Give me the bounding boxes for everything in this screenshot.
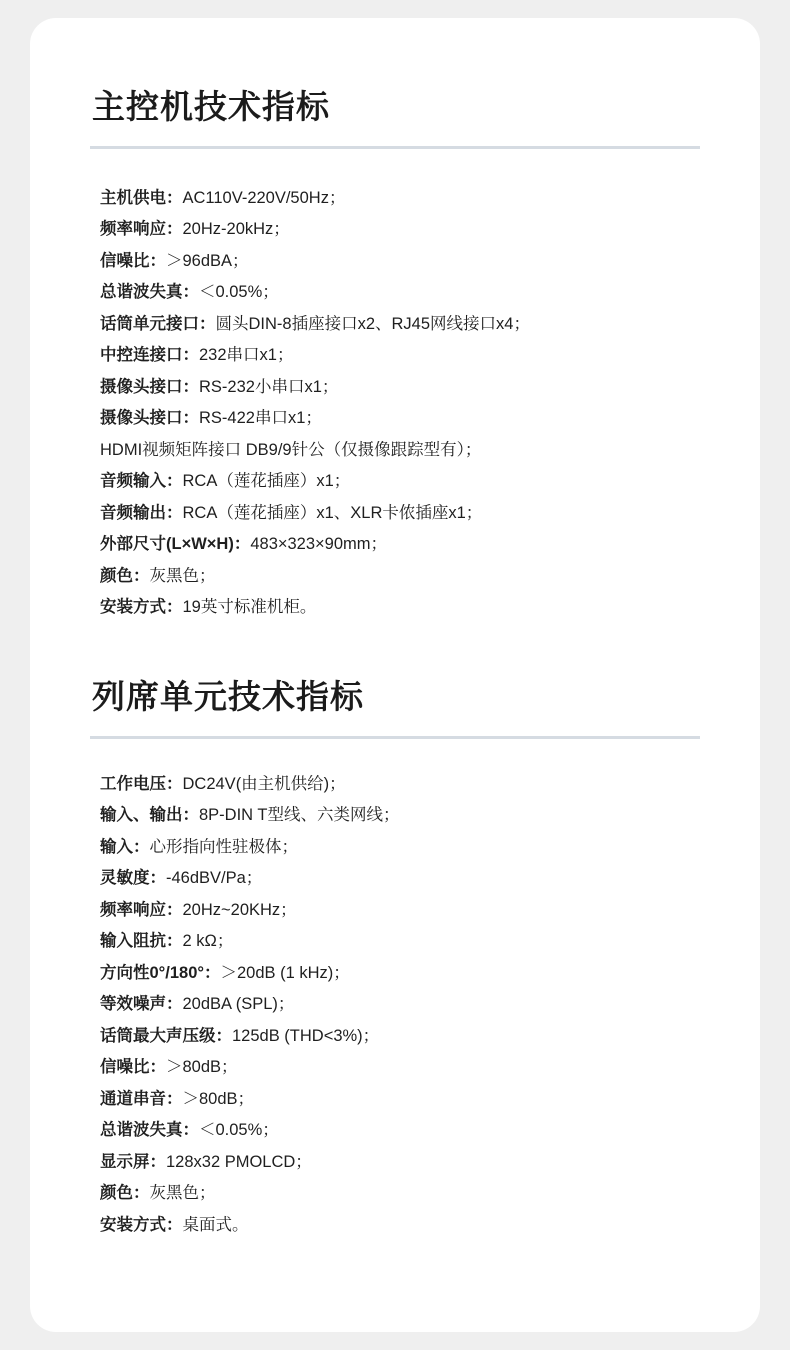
spec-label: 输入： xyxy=(100,837,150,856)
section-delegate-unit-spec xyxy=(90,678,700,1241)
spec-label: 摄像头接口： xyxy=(100,409,199,428)
section-spacer xyxy=(90,624,700,678)
spec-row xyxy=(100,1147,700,1179)
spec-row xyxy=(100,340,700,372)
spec-label: 输入、输出： xyxy=(100,806,199,825)
spec-value: DC24V(由主机供给)； xyxy=(182,774,346,793)
spec-row xyxy=(100,183,700,215)
spec-label: 话筒最大声压级： xyxy=(100,1026,232,1045)
spec-row xyxy=(100,498,700,530)
spec-label: 颜色： xyxy=(100,566,150,585)
spec-row xyxy=(100,246,700,278)
title-divider xyxy=(90,736,700,739)
spec-sheet-page xyxy=(30,18,760,1332)
spec-value: RS-422串口x1； xyxy=(199,409,322,428)
spec-row xyxy=(100,1178,700,1210)
spec-row xyxy=(100,372,700,404)
spec-row xyxy=(100,1210,700,1242)
spec-value: ＞96dBA； xyxy=(166,251,249,270)
spec-label: 显示屏： xyxy=(100,1152,166,1171)
spec-value: RCA（莲花插座）x1； xyxy=(182,472,351,491)
spec-row xyxy=(100,1115,700,1147)
spec-value: 20Hz~20KHz； xyxy=(182,900,297,919)
spec-value: HDMI视频矩阵接口 DB9/9针公（仅摄像跟踪型有）； xyxy=(100,440,482,459)
spec-label: 频率响应： xyxy=(100,220,183,239)
spec-row xyxy=(100,1052,700,1084)
spec-label: 摄像头接口： xyxy=(100,377,199,396)
spec-value: ＜0.05%； xyxy=(199,283,279,302)
spec-label: 输入阻抗： xyxy=(100,932,183,951)
spec-value: 心形指向性驻极体； xyxy=(149,837,298,856)
spec-label: 方向性0°/180°： xyxy=(100,963,221,982)
page-content xyxy=(30,18,760,1241)
spec-value: 桌面式。 xyxy=(182,1215,249,1234)
spec-value: AC110V-220V/50Hz； xyxy=(182,188,346,207)
spec-value: 20Hz-20kHz； xyxy=(182,220,290,239)
spec-value: RS-232小串口x1； xyxy=(199,377,339,396)
spec-row xyxy=(100,958,700,990)
spec-label: 信噪比： xyxy=(100,251,166,270)
spec-label: 音频输出： xyxy=(100,503,183,522)
spec-label: 中控连接口： xyxy=(100,346,199,365)
spec-row xyxy=(100,832,700,864)
spec-value: 圆头DIN-8插座接口x2、RJ45网线接口x4； xyxy=(215,314,530,333)
section-title-delegate-unit: 列席单元技术指标 xyxy=(92,677,364,715)
spec-row xyxy=(100,895,700,927)
spec-label: 颜色： xyxy=(100,1184,150,1203)
spec-label: 主机供电： xyxy=(100,188,183,207)
spec-row xyxy=(100,561,700,593)
spec-value: ＞80dB； xyxy=(166,1058,238,1077)
spec-value: 灰黑色； xyxy=(149,1184,216,1203)
spec-value: 20dBA (SPL)； xyxy=(182,995,295,1014)
spec-label: 工作电压： xyxy=(100,774,183,793)
spec-label: 灵敏度： xyxy=(100,869,166,888)
spec-list-delegate xyxy=(90,769,700,1242)
spec-value: 483×323×90mm； xyxy=(250,535,388,554)
spec-row xyxy=(100,277,700,309)
spec-row xyxy=(100,309,700,341)
spec-value: RCA（莲花插座）x1、XLR卡侬插座x1； xyxy=(182,503,483,522)
spec-row xyxy=(100,863,700,895)
spec-row xyxy=(100,529,700,561)
spec-label: 信噪比： xyxy=(100,1058,166,1077)
spec-label: 外部尺寸(L×W×H)： xyxy=(100,535,251,554)
spec-label: 安装方式： xyxy=(100,1215,183,1234)
spec-row xyxy=(100,466,700,498)
spec-row xyxy=(100,989,700,1021)
spec-row xyxy=(100,1021,700,1053)
spec-row xyxy=(100,435,700,467)
spec-value: 125dB (THD<3%)； xyxy=(232,1026,380,1045)
spec-row xyxy=(100,926,700,958)
spec-list-host xyxy=(90,183,700,624)
spec-value: 19英寸标准机柜。 xyxy=(182,598,317,617)
spec-label: 总谐波失真： xyxy=(100,1121,199,1140)
spec-value: ＞20dB (1 kHz)； xyxy=(220,963,350,982)
spec-row xyxy=(100,800,700,832)
spec-value: 2 kΩ； xyxy=(182,932,234,951)
spec-label: 总谐波失真： xyxy=(100,283,199,302)
spec-label: 频率响应： xyxy=(100,900,183,919)
spec-value: ＞80dB； xyxy=(182,1089,255,1108)
spec-value: 232串口x1； xyxy=(199,346,294,365)
section-host-spec xyxy=(90,88,700,624)
spec-row xyxy=(100,1084,700,1116)
spec-value: 128x32 PMOLCD； xyxy=(166,1152,312,1171)
spec-value: -46dBV/Pa； xyxy=(166,869,263,888)
spec-row xyxy=(100,403,700,435)
section-title-host-spec: 主控机技术指标 xyxy=(92,88,330,125)
spec-row xyxy=(100,592,700,624)
spec-label: 安装方式： xyxy=(100,598,183,617)
spec-label: 音频输入： xyxy=(100,472,183,491)
spec-label: 等效噪声： xyxy=(100,995,183,1014)
spec-value: ＜0.05%； xyxy=(199,1121,279,1140)
spec-row xyxy=(100,214,700,246)
spec-row xyxy=(100,769,700,801)
spec-value: 8P-DIN T型线、六类网线； xyxy=(199,806,400,825)
spec-value: 灰黑色； xyxy=(149,566,216,585)
spec-label: 话筒单元接口： xyxy=(100,314,216,333)
title-divider xyxy=(90,146,700,149)
spec-label: 通道串音： xyxy=(100,1089,183,1108)
